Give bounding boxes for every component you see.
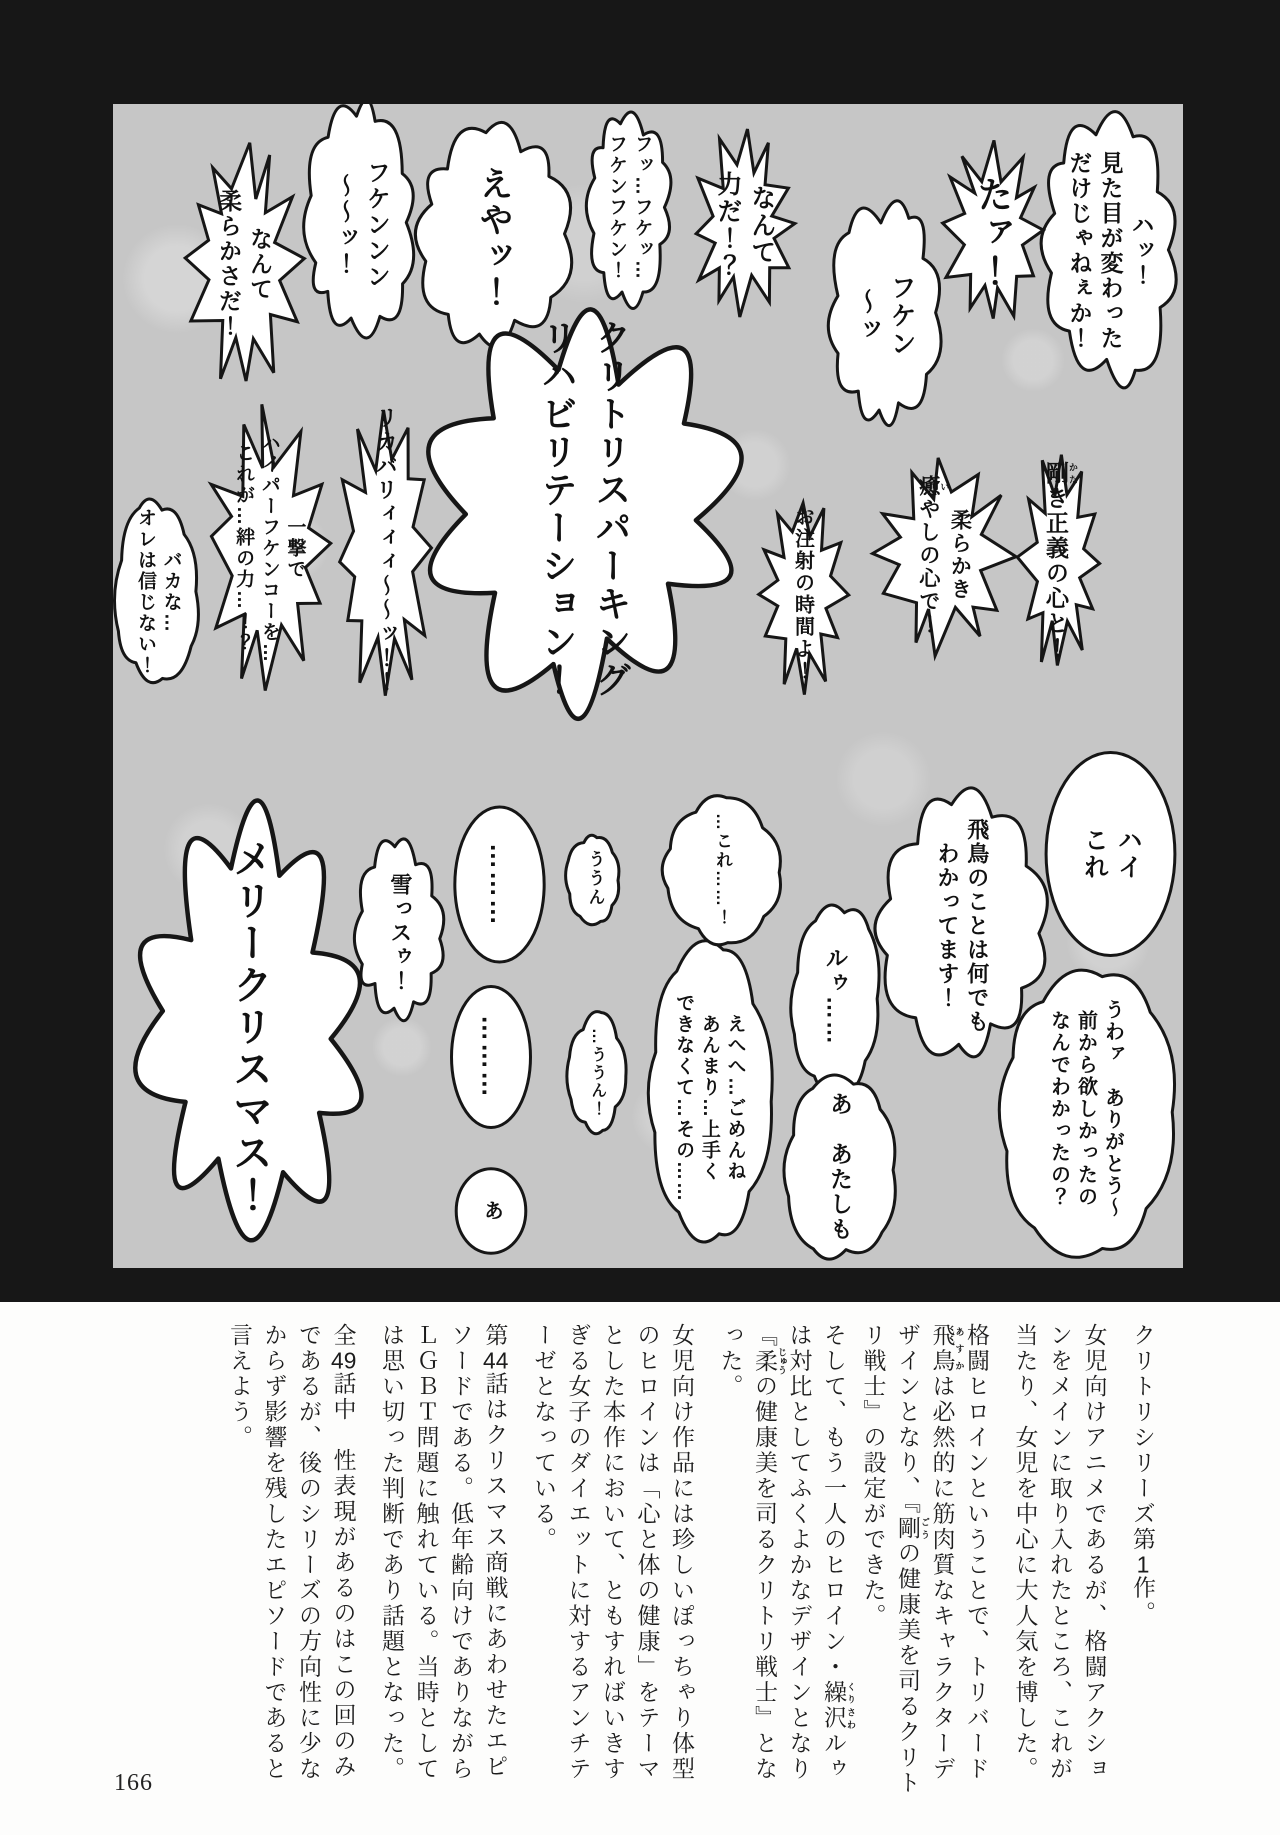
manga-panel bbox=[113, 104, 1183, 1268]
speech-bubble-kore bbox=[652, 789, 791, 951]
speech-bubble-rehab-attack bbox=[418, 293, 750, 725]
bubble-text: メリークリスマス！ bbox=[227, 837, 272, 1216]
speech-bubble-merry-christmas bbox=[126, 798, 373, 1255]
speech-bubble-ochuusha bbox=[756, 494, 848, 694]
bubble-text: 飛鳥のことは何でも わかってます！ bbox=[935, 818, 990, 1034]
bubble-text: なんて 柔らかさだ！ bbox=[216, 189, 274, 339]
bubble-text: うわァ ありがとう～ 前から欲しかったの なんでわかったの？ bbox=[1047, 999, 1124, 1219]
speech-bubble-uun bbox=[564, 829, 624, 928]
bubble-text: お注射の時間よ！ bbox=[791, 506, 814, 682]
bubble-text: 雪っスゥ！ bbox=[387, 873, 413, 993]
speech-bubble-iyashi bbox=[871, 449, 1016, 661]
speech-bubble-dots bbox=[449, 982, 533, 1132]
bubble-text: えへへ…ごめんね あんまり…上手く できなくて…その…… bbox=[673, 993, 746, 1203]
bubble-text: ……… bbox=[485, 842, 516, 927]
bubble-text: ハッ！ 見た目が変わった だけじゃねぇか！ bbox=[1066, 150, 1155, 351]
commentary-text bbox=[145, 1323, 1160, 1803]
speech-bubble-fuken-long bbox=[826, 196, 942, 436]
speech-bubble-nante-chikara bbox=[690, 130, 798, 320]
bubble-text: フケン ～ッ bbox=[852, 274, 918, 358]
speech-bubble-bakana bbox=[113, 488, 205, 695]
bubble-text: なんて 力だ！？ bbox=[714, 171, 776, 279]
bubble-text: ルゥ…… bbox=[822, 946, 849, 1046]
commentary-paragraph: クリトリシリーズ第1作。 bbox=[1130, 1323, 1156, 1627]
speech-bubble-hai-kore bbox=[1042, 746, 1179, 962]
bubble-text: フッ…フケッ… フケンフケン！ bbox=[606, 133, 653, 281]
speech-bubble-taa bbox=[940, 140, 1045, 325]
commentary-paragraph: 女児向け作品には珍しいぽっちゃり体型のヒロインは「心と体の健康」をテーマとした本作において、ともすればいきすぎる女子のダイエットに対するアンチテーゼとなっている。 bbox=[531, 1323, 695, 1782]
speech-bubble-aa-tashimo bbox=[776, 1066, 903, 1268]
bubble-text: 剛 かたき正義の心と！ bbox=[1043, 461, 1079, 661]
commentary-paragraph: 全49話中 性表現があるのはこの回のみであるが、後のシリーズの方向性に少なからず影響を残したエピソードであると言えよう。 bbox=[227, 1323, 357, 1782]
speech-bubble-uun2 bbox=[566, 1007, 628, 1139]
speech-bubble-a bbox=[454, 1166, 528, 1256]
speech-bubble-dots bbox=[452, 802, 547, 967]
speech-bubble-nante-yawarakasa bbox=[184, 139, 304, 389]
commentary-paragraph: 格闘ヒロインということで、トリバード飛鳥 あすかは必然的に筋肉質なキャラクターデザインとなり、『剛 ごうの健康美を司るクリトリ戦士』の設定ができた。 bbox=[860, 1323, 990, 1796]
bubble-text: …ううん！ bbox=[588, 1028, 606, 1118]
bubble-text: フケンンン ～～ッ！ bbox=[330, 159, 390, 290]
bubble-text: ハイ これ bbox=[1080, 827, 1143, 881]
bubble-text: 柔らかき 癒 いやしの心で！ bbox=[916, 474, 972, 636]
bubble-text: あ あたしも bbox=[827, 1092, 854, 1242]
bubble-text: クリトリスパーキング リハビリテーション！ bbox=[537, 319, 632, 699]
speech-bubble-hah bbox=[1037, 108, 1183, 393]
bubble-text: たァ！ bbox=[972, 175, 1014, 290]
bubble-text: リカバリィィィ～～ッ！！ bbox=[373, 405, 399, 694]
speech-bubble-ehehe bbox=[638, 932, 780, 1264]
bubble-text: ううん bbox=[585, 850, 605, 907]
bubble-text: バカな… オレは信じない！ bbox=[135, 507, 182, 676]
speech-bubble-fu-fuke bbox=[583, 107, 675, 307]
speech-bubble-fukennn bbox=[303, 104, 415, 347]
commentary-paragraph: そして、もう一人のヒロイン・繰沢 くりさわルゥは対比としてふくよかなデザインとなり『柔 じゅうの健康美を司るクリトリ戦士』となった。 bbox=[717, 1323, 856, 1782]
page-number: 166 bbox=[114, 1770, 153, 1796]
bubble-text: …これ……！ bbox=[712, 813, 732, 927]
speech-bubble-asuka-koto bbox=[876, 789, 1048, 1063]
bubble-text: あ bbox=[480, 1200, 503, 1222]
bubble-text: 一撃で ハイパーフケンコーを… これが…絆の力…！？ bbox=[233, 432, 306, 664]
bubble-text: ……… bbox=[476, 1015, 507, 1099]
speech-bubble-ichigeki bbox=[206, 402, 332, 694]
commentary-paragraph: 女児向けアニメであるが、格闘アクションをメインに取り入れたところ、これが当たり、女児を中心に大人気を博した。 bbox=[1012, 1323, 1108, 1782]
commentary-paragraph: 第44話はクリスマス商戦にあわせたエピソードである。低年齢向けでありながらＬＧＢＴ問題に触れている。当時としては思い切った判断であり話題となった。 bbox=[379, 1323, 509, 1782]
bubble-text: えやッ！ bbox=[473, 166, 512, 310]
speech-bubble-seigi bbox=[1018, 446, 1100, 676]
